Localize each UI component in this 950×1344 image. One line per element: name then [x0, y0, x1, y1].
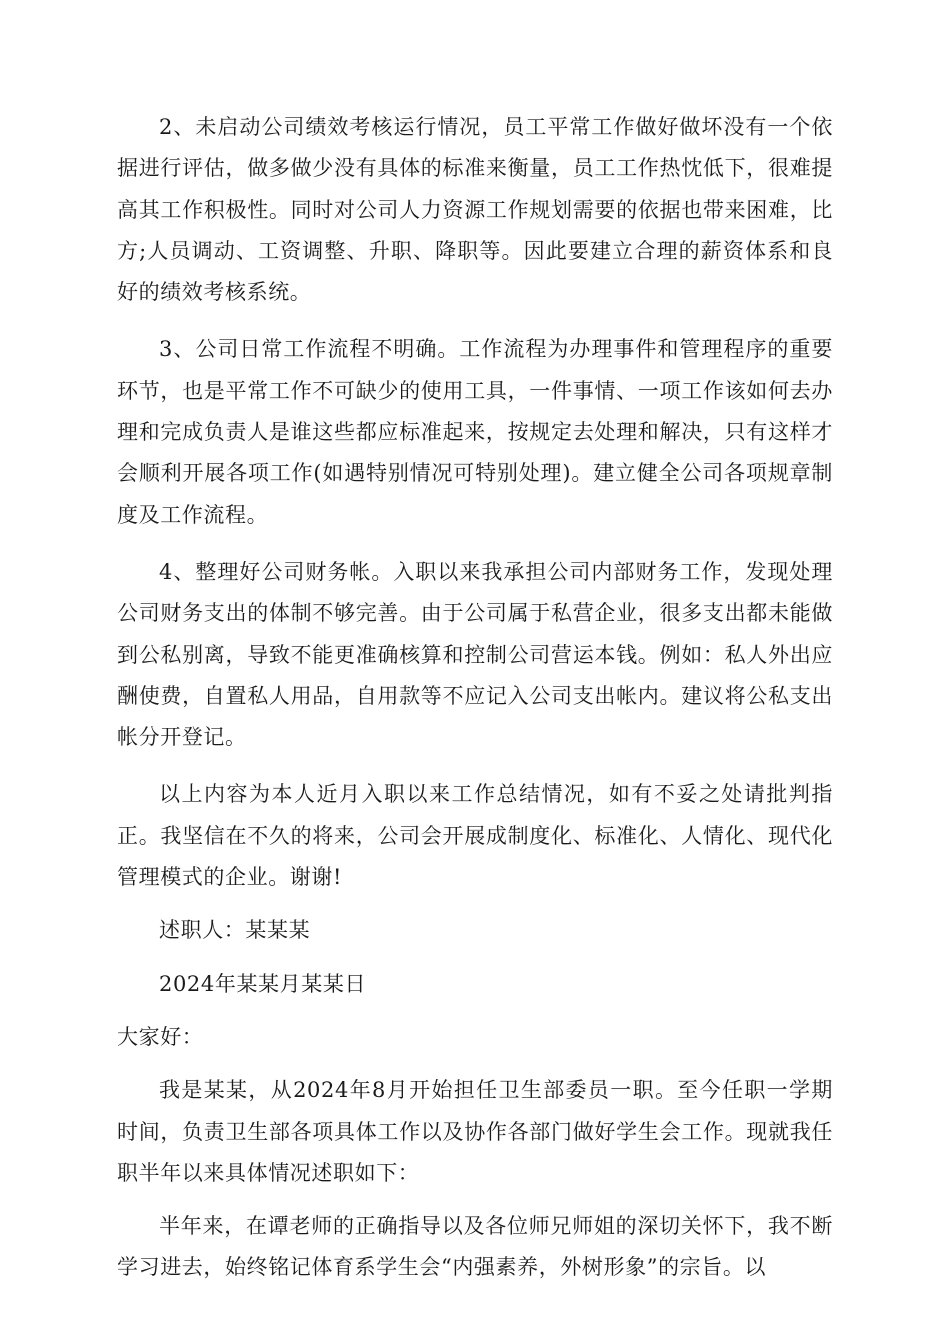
- signature-date: 2024年某某月某某日: [159, 971, 367, 996]
- paragraph-intro: 我是某某，从2024年8月开始担任卫生部委员一职。至今任职一学期时间，负责卫生部各项具体工作以及协作各部门做好学生会工作。现就我任职半年以来具体情况述职如下：: [117, 1078, 833, 1185]
- paragraph-item-3: 3、公司日常工作流程不明确。工作流程为办理事件和管理程序的重要环节，也是平常工作不可缺少的使用工具，一件事情、一项工作该如何去办理和完成负责人是谁这些都应标准起来，按规定去处理和解决，只有这样才会顺利开展各项工作(如遇特别情况可特别处理)。建立健全公司各项规章制度及工作流程。: [117, 337, 833, 527]
- paragraph-conclusion: 以上内容为本人近月入职以来工作总结情况，如有不妥之处请批判指正。我坚信在不久的将来，公司会开展成制度化、标准化、人情化、现代化管理模式的企业。谢谢!: [117, 782, 833, 890]
- paragraph-item-2: 2、未启动公司绩效考核运行情况，员工平常工作做好做坏没有一个依据进行评估，做多做少没有具体的标准来衡量，员工工作热忱低下，很难提高其工作积极性。同时对公司人力资源工作规划需要的依据也带来困难，比方;人员调动、工资调整、升职、降职等。因此要建立合理的薪资体系和良好的绩效考核系统。: [117, 115, 833, 305]
- paragraph-half-year: 半年来，在谭老师的正确指导以及各位师兄师姐的深切关怀下，我不断学习进去，始终铭记体育系学生会“内强素养，外树形象”的宗旨。以: [117, 1214, 833, 1280]
- paragraph-item-4: 4、整理好公司财务帐。入职以来我承担公司内部财务工作，发现处理公司财务支出的体制不够完善。由于公司属于私营企业，很多支出都未能做到公私别离，导致不能更准确核算和控制公司营运本钱。例如：私人外出应酬使费，自置私人用品，自用款等不应记入公司支出帐内。建议将公私支出帐分开登记。: [117, 559, 833, 750]
- greeting: 大家好：: [117, 1024, 204, 1049]
- document-body: [117, 107, 833, 1289]
- signature-name: 述职人：某某某: [159, 918, 311, 943]
